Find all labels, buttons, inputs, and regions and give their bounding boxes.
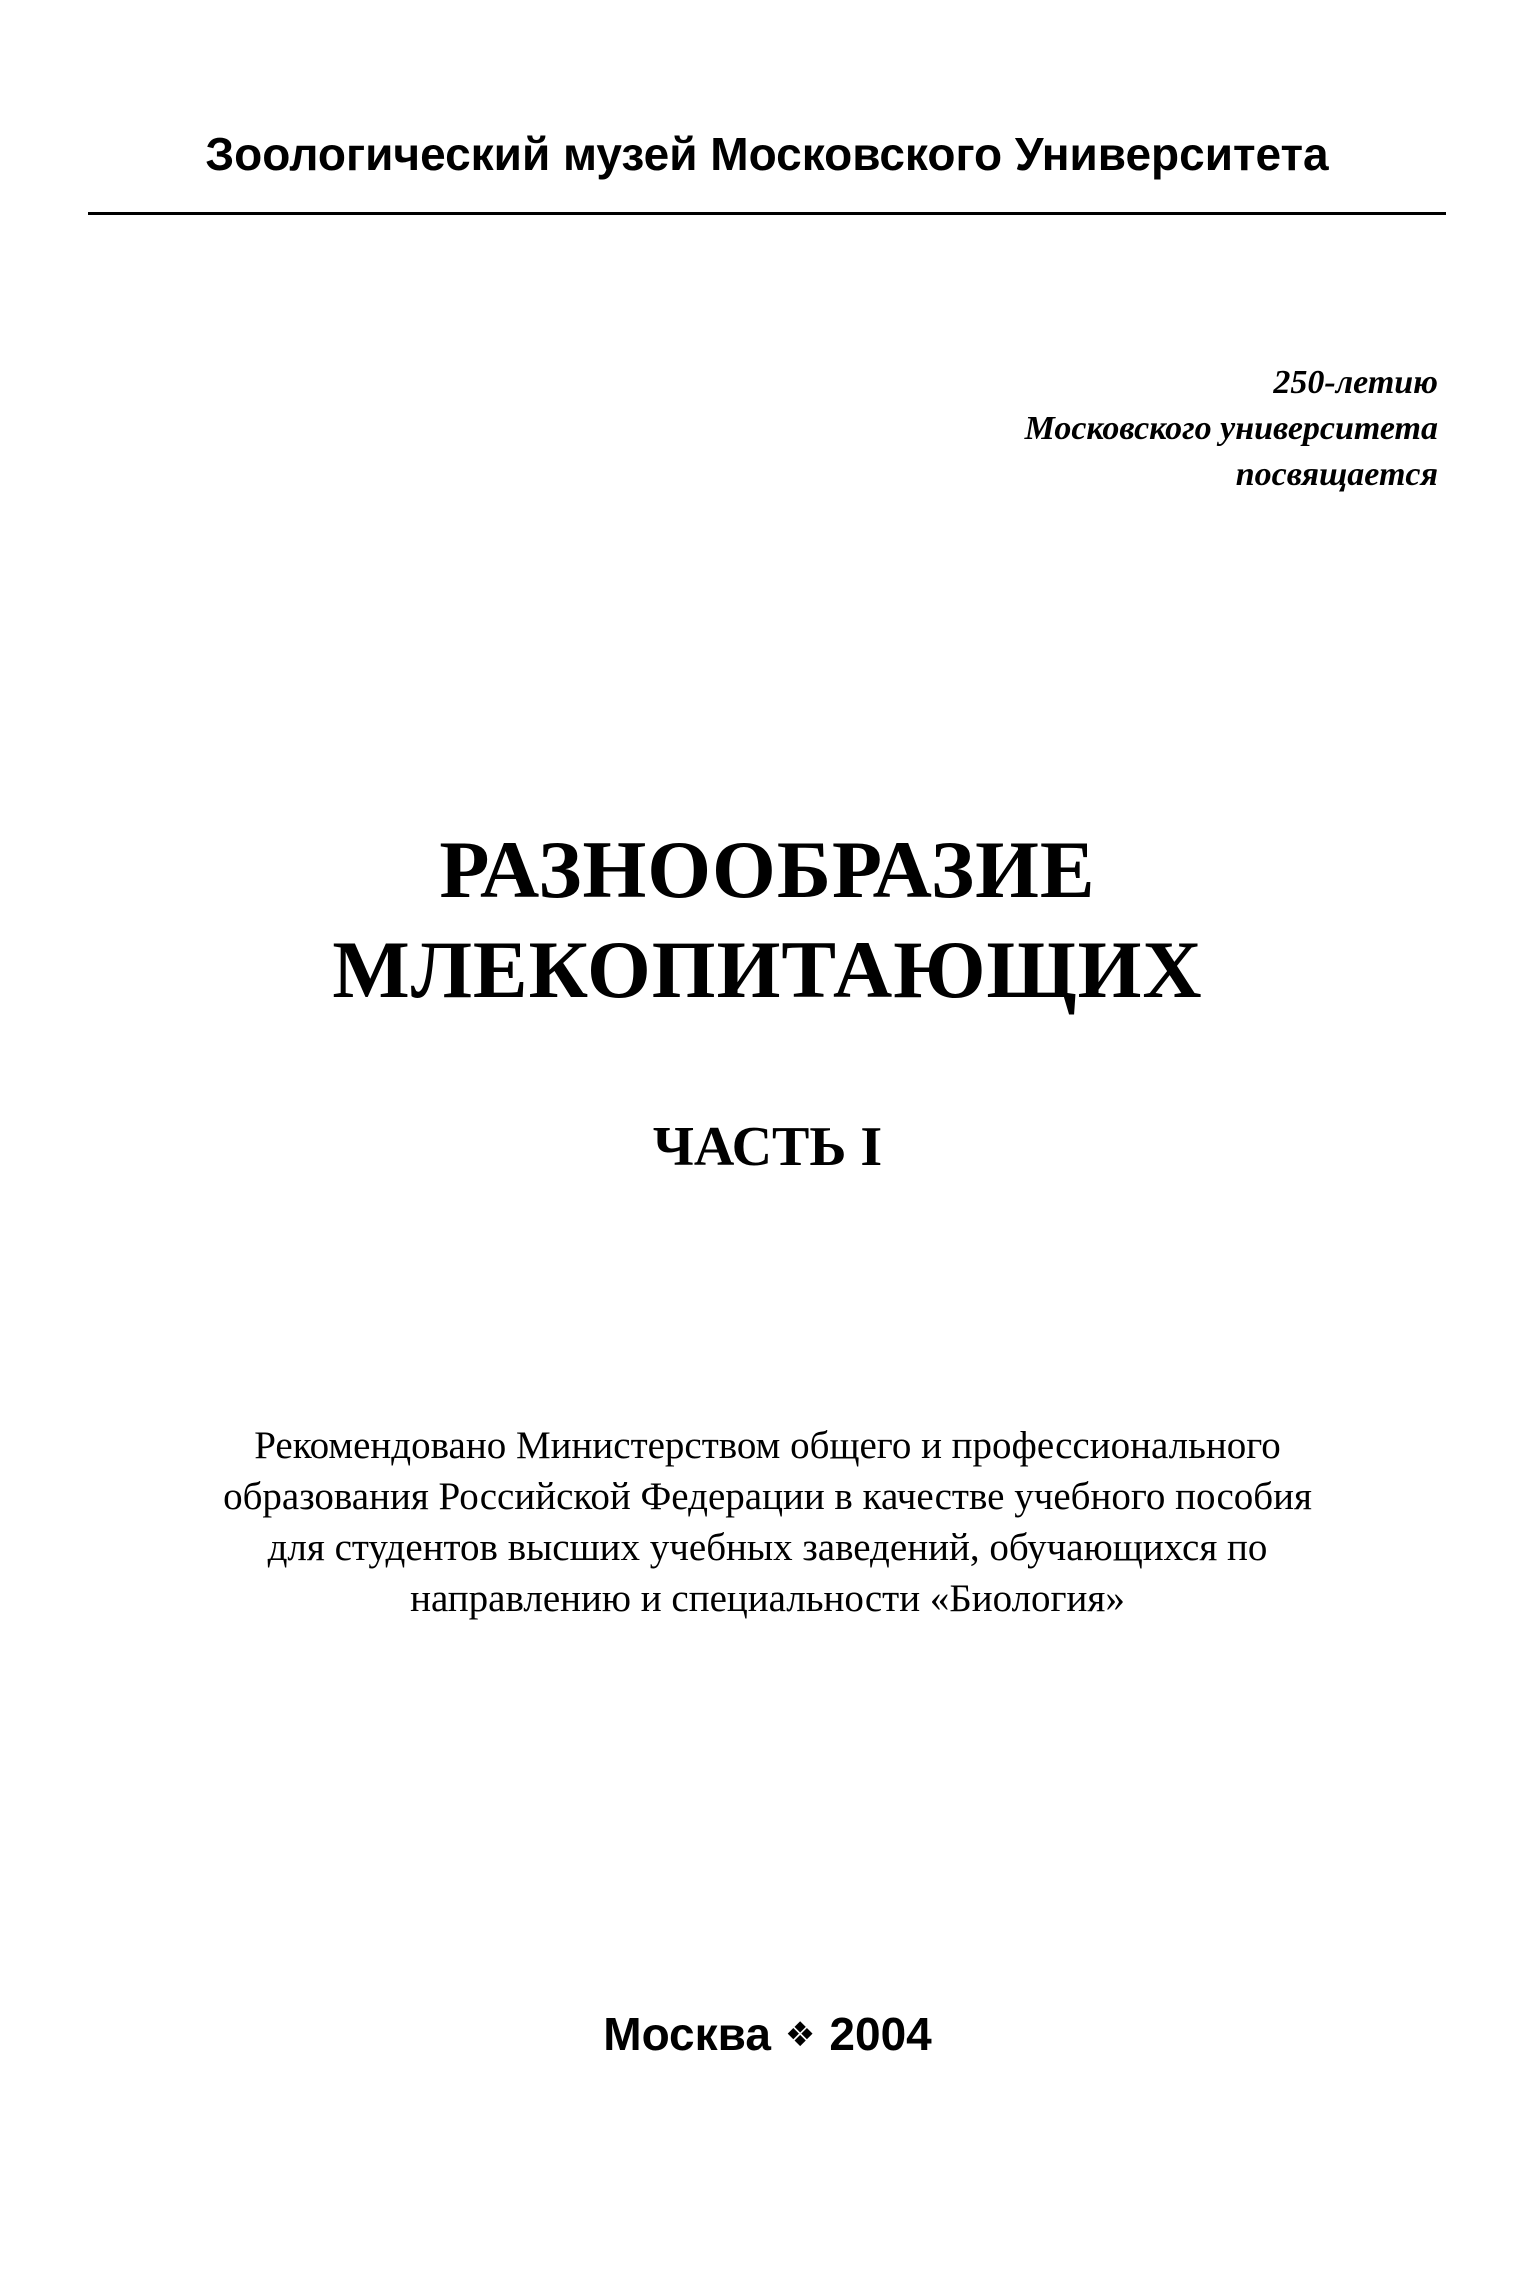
recommendation-line: направлению и специальности «Биология» — [410, 1577, 1125, 1620]
dedication — [1025, 360, 1438, 498]
header-divider — [88, 212, 1446, 215]
book-title-line: МЛЕКОПИТАЮЩИХ — [332, 924, 1203, 1015]
recommendation-line: Рекомендовано Министерством общего и профессионального — [254, 1424, 1281, 1467]
recommendation-text — [0, 1420, 1535, 1624]
recommendation-line: образования Российской Федерации в качестве учебного пособия — [223, 1475, 1312, 1518]
part-label: ЧАСТЬ I — [652, 1116, 883, 1178]
diamond-ornament-icon: ❖ — [784, 2015, 816, 2055]
imprint-year: 2004 — [829, 2008, 932, 2060]
recommendation-line: для студентов высших учебных заведений, обучающихся по — [267, 1526, 1268, 1569]
institution-header: Зоологический музей Московского Университета — [205, 128, 1329, 180]
dedication-line: посвящается — [1235, 456, 1438, 493]
imprint — [0, 2004, 1535, 2065]
imprint-city: Москва — [603, 2008, 771, 2060]
book-title-line: РАЗНООБРАЗИЕ — [439, 824, 1096, 915]
dedication-line: 250-летию — [1273, 364, 1438, 401]
book-title — [0, 820, 1535, 1020]
dedication-line: Московского университета — [1024, 410, 1438, 447]
